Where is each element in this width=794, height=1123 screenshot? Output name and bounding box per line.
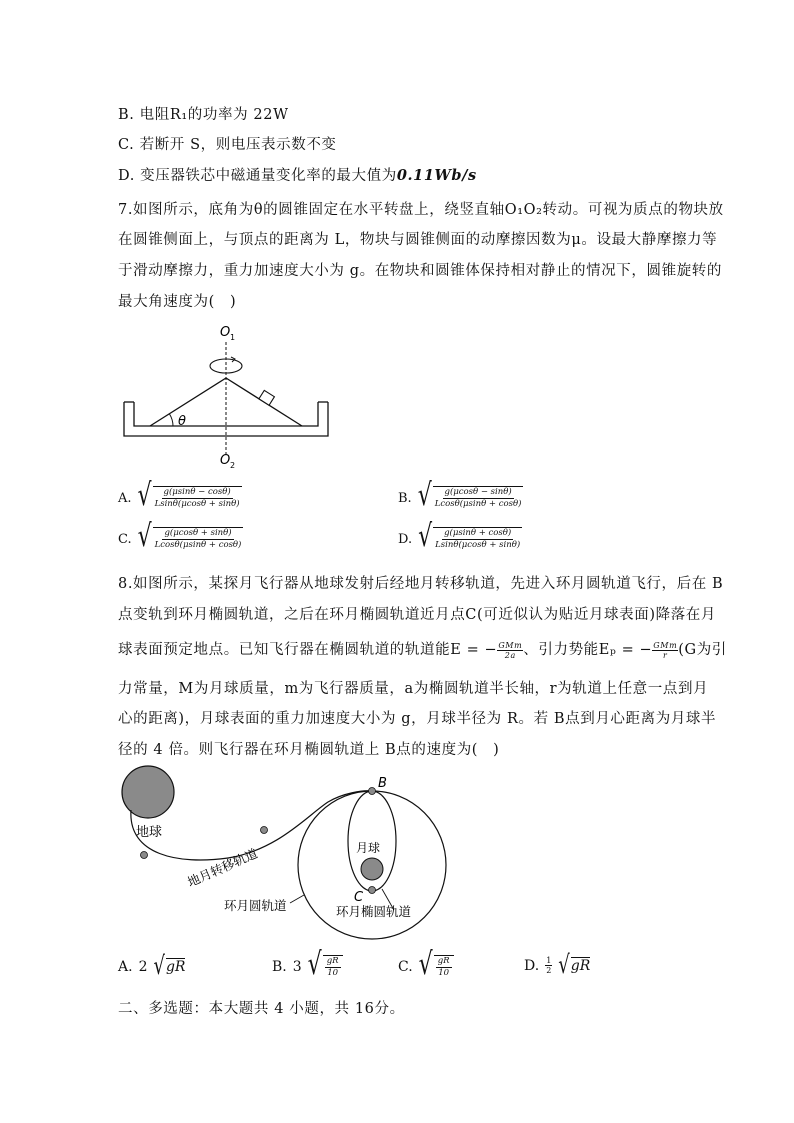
q8-option-a-label: A.: [118, 959, 133, 975]
o2-sub: 2: [230, 461, 236, 470]
cone-figure: [118, 318, 338, 473]
q8-line-4: 力常量，M为月球质量，m为飞行器质量，a为椭圆轨道半长轴，r为轨道上任意一点到月: [118, 681, 709, 697]
q7-option-b-label: B.: [398, 490, 412, 506]
q8-g-text: (G为引: [678, 642, 727, 658]
o1-sub: 1: [230, 333, 236, 342]
potential-energy-fraction: $\frac{\text{GMm}}{r}$: [653, 640, 678, 660]
q8-line-3: [118, 638, 727, 660]
q8-option-b-label: B.: [272, 959, 287, 975]
q8-line-2: 点变轨到环月椭圆轨道，之后在环月椭圆轨道近月点C(可近似认为贴近月球表面)降落在月: [118, 607, 717, 623]
q8-option-c-label: C.: [398, 959, 413, 975]
q8-d-coef: $\frac{1}{2}$: [546, 956, 552, 975]
q7-option-c[interactable]: C. √ $\frac{g(\mu\cos\theta + \sin\theta)}{Lcos\theta(\mu\sin\theta + \cos\theta)}$: [118, 519, 242, 555]
q8-line-5: 心的距离)，月球表面的重力加速度大小为 g，月球半径为 R。若 B点到月心距离为月球半: [118, 711, 717, 727]
q8-line-1: 8.如图所示，某探月飞行器从地球发射后经地月转移轨道，先进入环月圆轨道飞行，后在 B: [118, 576, 724, 592]
q7-option-a-label: A.: [118, 490, 132, 506]
q7-a-den: Lsinθ(μcosθ + sinθ): [154, 499, 240, 509]
earth-label: 地球: [136, 825, 163, 840]
q8-option-d[interactable]: D. $\frac{1}{2}$ √ gR: [524, 950, 591, 980]
o1-label: O: [220, 325, 231, 340]
option-c-line: C. 若断开 S，则电压表示数不变: [118, 137, 337, 153]
q7-option-d-label: D.: [398, 531, 413, 547]
q8-c-num: gR: [437, 956, 450, 966]
theta-label: θ: [178, 414, 186, 429]
q8-d-rad: gR: [570, 957, 591, 974]
q7-line-1: 7.如图所示，底角为θ的圆锥固定在水平转盘上，绕竖直轴O₁O₂转动。可视为质点的物块放: [118, 202, 724, 218]
o2-label: O: [220, 453, 231, 468]
q7-b-num: g(μcosθ − sinθ): [444, 487, 512, 497]
q8-option-b[interactable]: B. 3 √ $\frac{gR}{10}$: [272, 955, 343, 979]
moon-icon: [361, 858, 383, 880]
q7-c-den: Lcosθ(μsinθ + cosθ): [154, 540, 242, 550]
q8-option-c[interactable]: C. √ $\frac{gR}{10}$: [398, 955, 454, 979]
q7-option-d[interactable]: D. √ $\frac{g(\mu\sin\theta + \cos\theta)}{Lsin\theta(\mu\cos\theta + \sin\theta)}$: [398, 519, 521, 555]
q7-b-den: Lcosθ(μsinθ + cosθ): [434, 499, 522, 509]
q8-energy-text: 球表面预定地点。已知飞行器在椭圆轨道的轨道能E = −: [118, 642, 498, 658]
option-b-line: B. 电阻R₁的功率为 22W: [118, 107, 289, 123]
q7-option-a[interactable]: A. √ $\frac{g(\mu\sin\theta - \cos\theta)}{Lsin\theta(\mu\cos\theta + \sin\theta)}$: [118, 478, 240, 514]
q8-b-num: gR: [326, 956, 339, 966]
q7-line-3: 于滑动摩擦力，重力加速度大小为 g。在物块和圆锥体保持相对静止的情况下，圆锥旋转的: [118, 263, 722, 279]
orbit-energy-fraction: $\frac{\text{GMm}}{2a}$: [498, 640, 523, 660]
earth-icon: [122, 766, 174, 818]
circular-orbit-label: 环月圆轨道: [224, 898, 287, 913]
q8-option-a[interactable]: A. 2 √ gR: [118, 951, 186, 981]
q8-option-d-label: D.: [524, 957, 540, 974]
q7-line-4: 最大角速度为( ): [118, 294, 237, 310]
q8-b-coef: 3: [292, 959, 302, 975]
cone-left-side: [150, 378, 226, 426]
q8-line-6: 径的 4 倍。则飞行器在环月椭圆轨道上 B点的速度为( ): [118, 742, 500, 758]
q7-option-c-label: C.: [118, 531, 132, 547]
rotation-arrow-icon: [210, 359, 242, 373]
q7-c-num: g(μcosθ + sinθ): [164, 528, 232, 538]
q7-d-den: Lsinθ(μcosθ + sinθ): [435, 540, 521, 550]
q8-b-den: 10: [327, 968, 339, 978]
section-2-heading: 二、多选题：本大题共 4 小题，共 16分。: [118, 1001, 405, 1017]
option-d-text: D. 变压器铁芯中磁通量变化率的最大值为: [118, 168, 397, 184]
q7-line-2: 在圆锥侧面上，与顶点的距离为 L，物块与圆锥侧面的动摩擦因数为μ。设最大静摩擦力等: [118, 232, 718, 248]
q7-option-b[interactable]: B. √ $\frac{g(\mu\cos\theta - \sin\theta)}{Lcos\theta(\mu\sin\theta + \cos\theta)}$: [398, 478, 522, 514]
point-c: [369, 887, 376, 894]
option-d-line: [118, 164, 678, 185]
q8-a-coef: 2: [138, 959, 148, 975]
moon-label: 月球: [356, 841, 381, 855]
block-icon: [259, 390, 274, 405]
q7-a-num: g(μsinθ − cosθ): [163, 487, 231, 497]
elliptic-orbit-label: 环月椭圆轨道: [336, 904, 412, 919]
point-b: [369, 788, 376, 795]
option-d-value: 0.11Wb/s: [396, 167, 477, 184]
q8-a-rad: gR: [165, 959, 186, 975]
point-b-label: B: [378, 776, 387, 791]
orbit-figure: [118, 760, 458, 946]
transfer-orbit-label: 地月转移轨道: [185, 845, 260, 890]
point-c-label: C: [354, 890, 364, 905]
q7-d-num: g(μsinθ + cosθ): [444, 528, 512, 538]
q8-potential-text: 、引力势能Eₚ = −: [523, 642, 653, 658]
q8-c-den: 10: [438, 968, 450, 978]
